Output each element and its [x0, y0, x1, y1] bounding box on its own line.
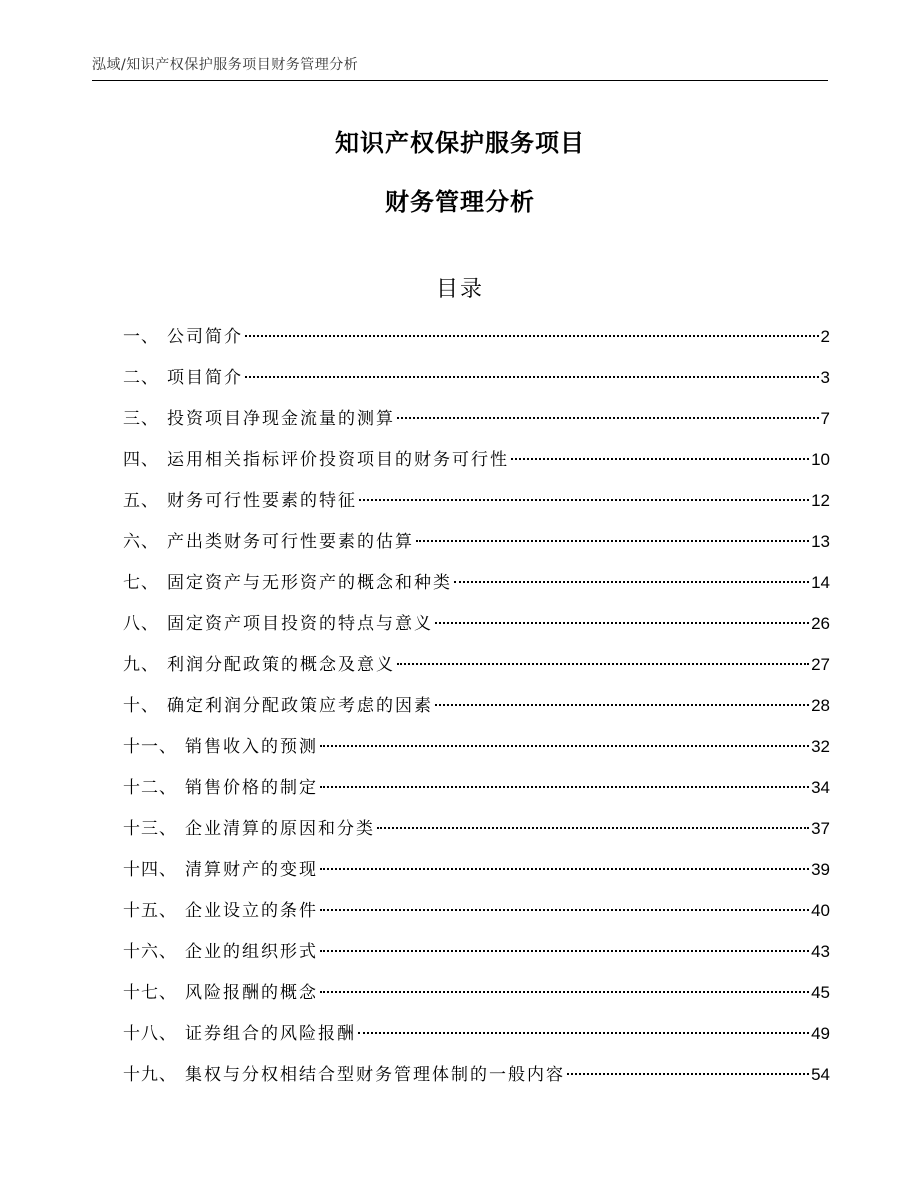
toc-entry-number: 一、 [123, 327, 159, 347]
toc-dot-leader [435, 622, 809, 624]
toc-entry-page[interactable]: 32 [811, 737, 830, 756]
toc-entry-page[interactable]: 39 [811, 860, 830, 879]
toc-dot-leader [567, 1073, 809, 1075]
toc-entry-number: 三、 [123, 409, 159, 429]
toc-entry-number: 十三、 [123, 819, 177, 839]
toc-entry-title[interactable]: 财务可行性要素的特征 [167, 491, 357, 511]
toc-dot-leader [358, 1032, 809, 1034]
toc-entry-page[interactable]: 2 [820, 327, 830, 346]
toc-entry-number: 十八、 [123, 1024, 177, 1044]
toc-entry-page[interactable]: 49 [811, 1024, 830, 1043]
header-divider [92, 80, 828, 81]
toc-dot-leader [320, 909, 809, 911]
toc-entry-page[interactable]: 27 [811, 655, 830, 674]
toc-entry-title[interactable]: 清算财产的变现 [185, 860, 318, 880]
toc-entry-number: 七、 [123, 573, 159, 593]
toc-entry-number: 九、 [123, 655, 159, 675]
toc-entry-number: 十一、 [123, 737, 177, 757]
toc-entry-title[interactable]: 企业的组织形式 [185, 942, 318, 962]
toc-entry[interactable] [123, 568, 830, 609]
toc-entry-title[interactable]: 公司简介 [167, 327, 243, 347]
toc-entry-title[interactable]: 销售收入的预测 [185, 737, 318, 757]
toc-entry-title[interactable]: 确定利润分配政策应考虑的因素 [167, 696, 433, 716]
running-header: 泓域/知识产权保护服务项目财务管理分析 [92, 57, 359, 73]
toc-entry-title[interactable]: 集权与分权相结合型财务管理体制的一般内容 [185, 1065, 565, 1085]
toc-entry-number: 十二、 [123, 778, 177, 798]
toc-entry[interactable] [123, 732, 830, 773]
toc-entry[interactable] [123, 1060, 830, 1101]
toc-entry[interactable] [123, 527, 830, 568]
toc-dot-leader [377, 827, 809, 829]
toc-entry[interactable] [123, 855, 830, 896]
toc-entry-title[interactable]: 证券组合的风险报酬 [185, 1024, 356, 1044]
toc-entry-number: 十、 [123, 696, 159, 716]
toc-entry-page[interactable]: 14 [811, 573, 830, 592]
toc-dot-leader [511, 458, 809, 460]
toc-entry-title[interactable]: 企业清算的原因和分类 [185, 819, 375, 839]
toc-entry-number: 八、 [123, 614, 159, 634]
toc-entry-number: 十五、 [123, 901, 177, 921]
toc-entry-page[interactable]: 7 [820, 409, 830, 428]
toc-dot-leader [416, 540, 809, 542]
toc-entry-title[interactable]: 固定资产项目投资的特点与意义 [167, 614, 433, 634]
toc-entry-number: 十九、 [123, 1065, 177, 1085]
toc-entry-title[interactable]: 企业设立的条件 [185, 901, 318, 921]
document-title-line-1: 知识产权保护服务项目 [335, 129, 585, 157]
toc-dot-leader [320, 991, 809, 993]
toc-entry-number: 六、 [123, 532, 159, 552]
toc-entry-page[interactable]: 3 [820, 368, 830, 387]
table-of-contents [123, 322, 830, 1101]
toc-entry[interactable] [123, 404, 830, 445]
toc-dot-leader [320, 868, 809, 870]
toc-entry-page[interactable]: 12 [811, 491, 830, 510]
toc-entry[interactable] [123, 978, 830, 1019]
toc-entry-number: 五、 [123, 491, 159, 511]
toc-entry-page[interactable]: 13 [811, 532, 830, 551]
toc-entry-number: 十七、 [123, 983, 177, 1003]
toc-dot-leader [245, 335, 819, 337]
toc-entry-page[interactable]: 28 [811, 696, 830, 715]
toc-entry-page[interactable]: 40 [811, 901, 830, 920]
toc-dot-leader [320, 745, 809, 747]
toc-entry[interactable] [123, 1019, 830, 1060]
toc-entry-title[interactable]: 风险报酬的概念 [185, 983, 318, 1003]
toc-entry-title[interactable]: 销售价格的制定 [185, 778, 318, 798]
toc-entry-title[interactable]: 产出类财务可行性要素的估算 [167, 532, 414, 552]
toc-entry-page[interactable]: 26 [811, 614, 830, 633]
toc-entry[interactable] [123, 773, 830, 814]
toc-dot-leader [359, 499, 809, 501]
toc-entry-title[interactable]: 固定资产与无形资产的概念和种类 [167, 573, 452, 593]
toc-dot-leader [245, 376, 819, 378]
toc-dot-leader [397, 663, 809, 665]
toc-entry[interactable] [123, 486, 830, 527]
toc-entry-page[interactable]: 45 [811, 983, 830, 1002]
toc-dot-leader [397, 417, 819, 419]
toc-entry-page[interactable]: 43 [811, 942, 830, 961]
toc-entry-title[interactable]: 项目简介 [167, 368, 243, 388]
toc-dot-leader [454, 581, 809, 583]
toc-entry-page[interactable]: 54 [811, 1065, 830, 1084]
toc-entry[interactable] [123, 896, 830, 937]
toc-entry-number: 二、 [123, 368, 159, 388]
toc-dot-leader [320, 950, 809, 952]
toc-entry-title[interactable]: 投资项目净现金流量的测算 [167, 409, 395, 429]
toc-entry-number: 十四、 [123, 860, 177, 880]
toc-dot-leader [435, 704, 809, 706]
document-title-line-2: 财务管理分析 [385, 188, 535, 216]
toc-entry[interactable] [123, 322, 830, 363]
toc-entry[interactable] [123, 937, 830, 978]
toc-entry-title[interactable]: 运用相关指标评价投资项目的财务可行性 [167, 450, 509, 470]
toc-dot-leader [320, 786, 809, 788]
toc-entry[interactable] [123, 363, 830, 404]
toc-entry[interactable] [123, 814, 830, 855]
toc-entry-number: 十六、 [123, 942, 177, 962]
toc-heading: 目录 [435, 277, 484, 302]
toc-entry-page[interactable]: 10 [811, 450, 830, 469]
toc-entry-page[interactable]: 37 [811, 819, 830, 838]
toc-entry[interactable] [123, 609, 830, 650]
toc-entry[interactable] [123, 650, 830, 691]
toc-entry[interactable] [123, 445, 830, 486]
toc-entry-number: 四、 [123, 450, 159, 470]
toc-entry[interactable] [123, 691, 830, 732]
toc-entry-title[interactable]: 利润分配政策的概念及意义 [167, 655, 395, 675]
toc-entry-page[interactable]: 34 [811, 778, 830, 797]
